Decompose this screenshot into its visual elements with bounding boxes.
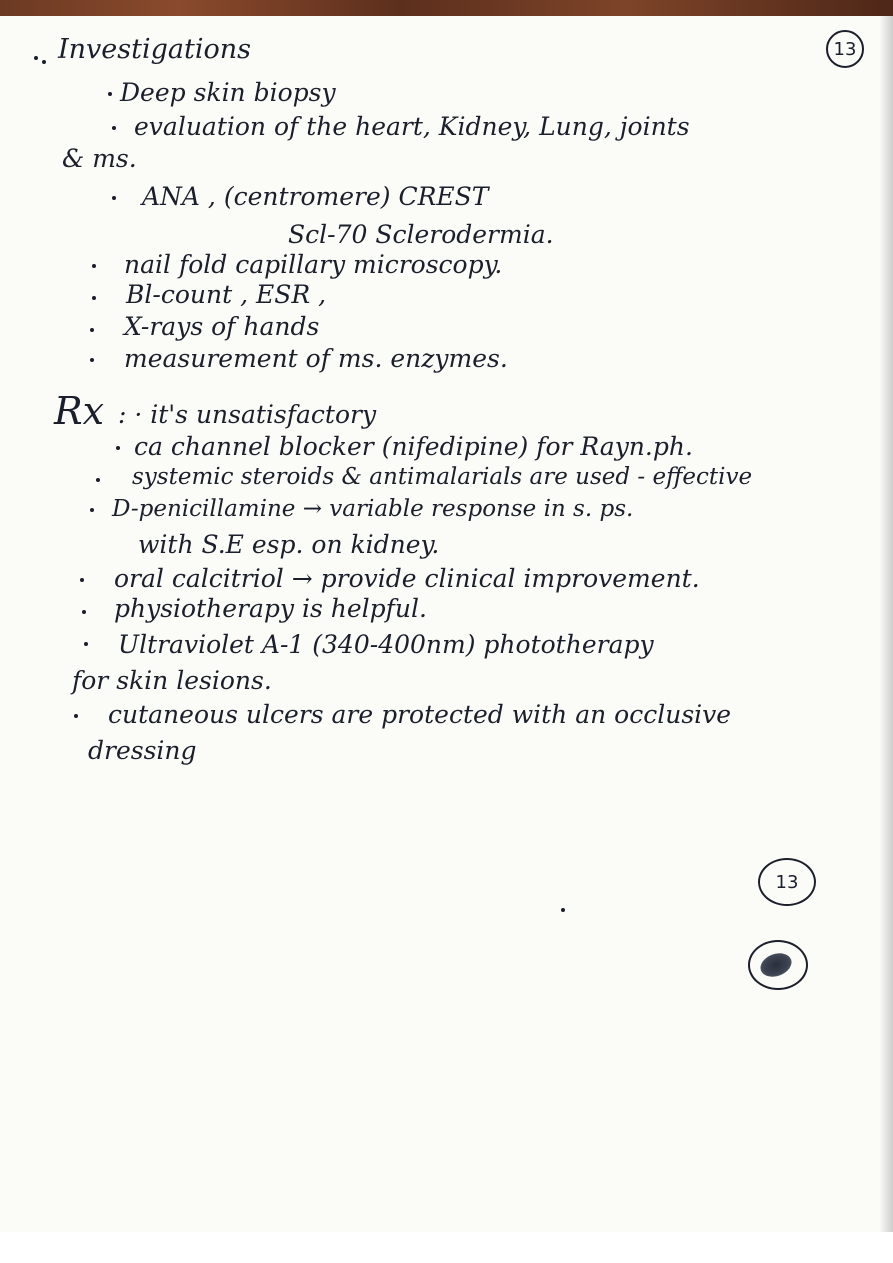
rx-symbol: Rx xyxy=(54,389,105,433)
page-shadow xyxy=(879,16,893,1236)
ink-stamp xyxy=(748,940,808,990)
stamp-fill xyxy=(757,949,795,981)
bullet xyxy=(108,92,112,96)
bullet xyxy=(90,358,94,362)
investigation-item: Deep skin biopsy xyxy=(120,78,336,107)
treatment-item: ca channel blocker (nifedipine) for Rayn.ph. xyxy=(134,432,693,461)
investigation-item: ANA , (centromere) CREST xyxy=(142,182,489,211)
bullet xyxy=(84,642,88,646)
investigation-item: measurement of ms. enzymes. xyxy=(124,344,508,373)
bullet xyxy=(90,508,94,512)
bullet xyxy=(34,56,38,60)
treatment-item: cutaneous ulcers are protected with an occlusive xyxy=(108,700,732,729)
treatment-item-continuation: with S.E esp. on kidney. xyxy=(138,530,440,559)
page-number-circle xyxy=(826,30,864,68)
bullet xyxy=(74,714,78,718)
bottom-page-number: 13 xyxy=(775,871,799,893)
rx-intro: : · it's unsatisfactory xyxy=(118,400,377,429)
binding-strip xyxy=(0,0,893,16)
investigation-item: evaluation of the heart, Kidney, Lung, joints xyxy=(134,112,690,141)
bullet xyxy=(112,126,116,130)
investigation-item: X-rays of hands xyxy=(124,312,320,341)
treatment-item-continuation: dressing xyxy=(88,736,197,765)
investigation-item-continuation: & ms. xyxy=(62,144,137,173)
ink-speck xyxy=(561,908,565,912)
treatment-item: Ultraviolet A-1 (340-400nm) phototherapy xyxy=(118,630,654,659)
treatment-item: D-penicillamine → variable response in s. ps. xyxy=(112,496,634,522)
bullet xyxy=(90,328,94,332)
bullet xyxy=(42,60,46,64)
treatment-item-continuation: for skin lesions. xyxy=(72,666,272,695)
bullet xyxy=(80,578,84,582)
bottom-page-number-circle xyxy=(758,858,816,906)
bullet xyxy=(92,264,96,268)
bullet xyxy=(116,446,120,450)
investigation-item: nail fold capillary microscopy. xyxy=(124,250,503,279)
treatment-item: physiotherapy is helpful. xyxy=(114,594,427,623)
treatment-item: oral calcitriol → provide clinical improvement. xyxy=(114,564,700,593)
page-bottom-edge xyxy=(0,1232,893,1263)
page-number: 13 xyxy=(833,38,857,60)
bullet xyxy=(82,610,86,614)
investigation-item-continuation: Scl-70 Sclerodermia. xyxy=(288,220,554,249)
bullet xyxy=(92,296,96,300)
investigation-item: Bl-count , ESR , xyxy=(126,280,327,309)
investigations-heading: Investigations xyxy=(58,34,251,65)
treatment-item: systemic steroids & antimalarials are used - effective xyxy=(132,464,753,490)
bullet xyxy=(112,196,116,200)
bullet xyxy=(96,478,100,482)
